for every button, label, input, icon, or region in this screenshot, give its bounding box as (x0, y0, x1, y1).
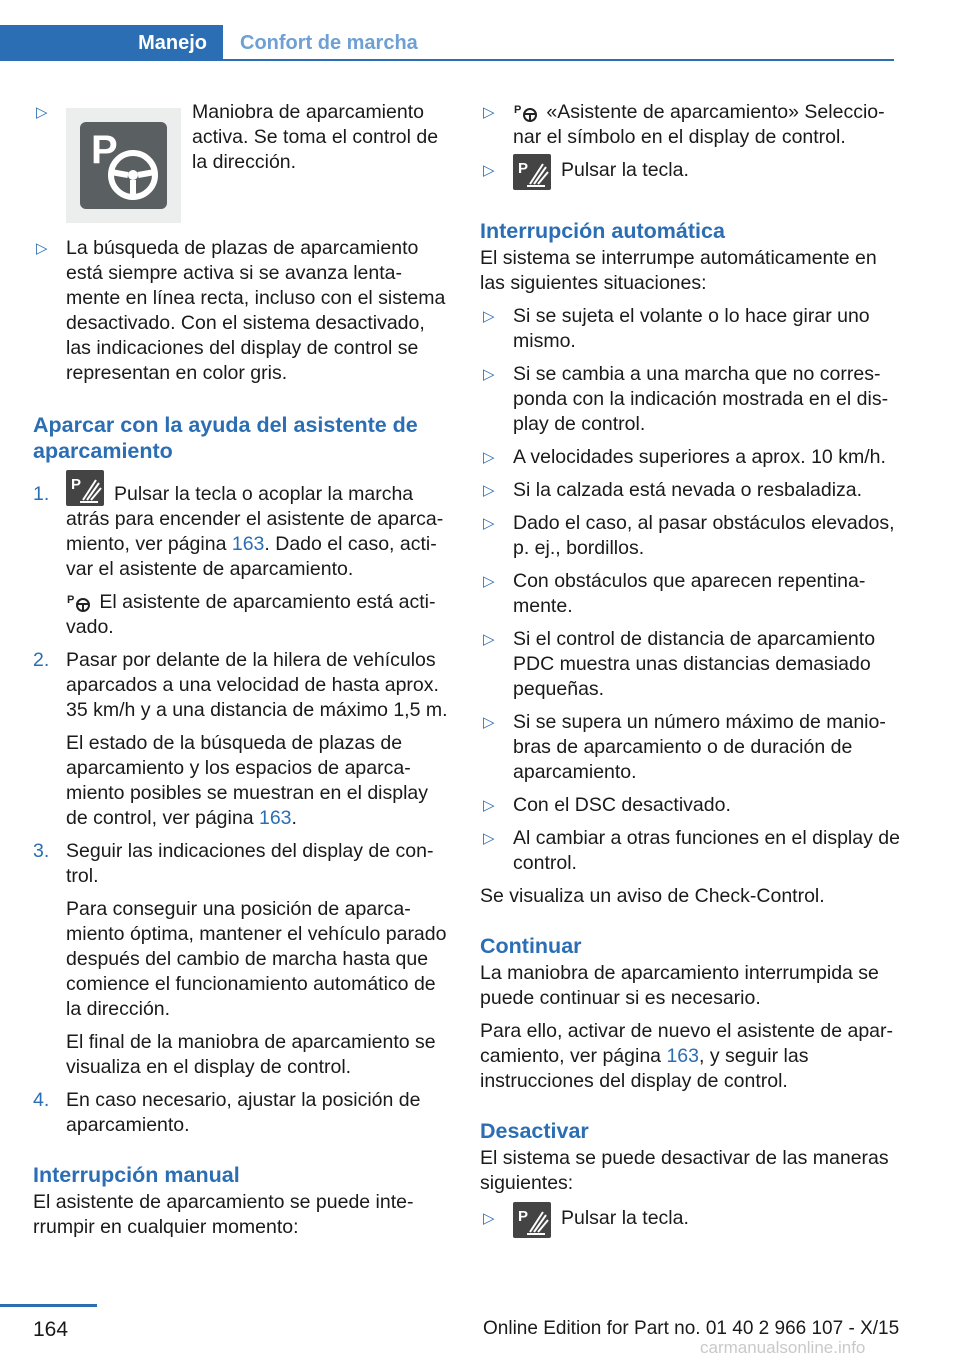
park-assist-key-icon (66, 470, 104, 506)
svg-text:P: P (67, 593, 75, 606)
page-link-163[interactable]: 163 (258, 807, 292, 829)
bullet-text: Con el DSC desactivado. (513, 794, 731, 816)
bullet-marker: ▷ (483, 830, 495, 847)
list-item (480, 627, 900, 702)
step-note: El asistente de aparcamiento está activado. (66, 591, 436, 638)
bullet-marker: ▷ (483, 1210, 495, 1227)
bullet-text: Con obstáculos que aparecen repentinamente. (513, 570, 866, 617)
step-text: El estado de la búsqueda de plazas de aparcamiento y los espacios de aparcamiento posibles se muestran en el display de control, ver página (66, 732, 429, 829)
bullet-marker: ▷ (483, 366, 495, 383)
paragraph: Se visualiza un aviso de Check-Control. (480, 885, 825, 907)
list-item (480, 304, 900, 354)
left-column (33, 100, 448, 1240)
bullet-text: Si la calzada está nevada o resbaladiza. (513, 479, 863, 501)
tab-confort-de-marcha[interactable]: Confort de marcha (240, 31, 418, 54)
paragraph: Para ello, activar de nuevo el asistente de aparcamiento, ver página (480, 1020, 894, 1067)
step-2 (33, 648, 448, 831)
list-item (480, 826, 900, 876)
step-text: El final de la maniobra de aparcamiento se visualiza en el display de control. (66, 1031, 436, 1078)
list-item (33, 100, 448, 224)
list-item (480, 445, 900, 470)
bullet-text: Si el control de distancia de aparcamiento PDC muestra unas distancias demasiado pequeñas. (513, 628, 876, 700)
step-text: Para conseguir una posición de aparcamiento óptima, mantener el vehículo parado después del cambio de marcha hasta que comience el funcionamiento automático de la dirección. (66, 898, 447, 1020)
bullet-marker: ▷ (483, 797, 495, 814)
step-text: En caso necesario, ajustar la posición de aparcamiento. (66, 1089, 421, 1136)
paragraph: , y seguir las instrucciones del display de control. (480, 1045, 809, 1092)
bullet-marker: ▷ (36, 104, 48, 121)
bullet-text: Pulsar la tecla. (561, 159, 689, 181)
bullet-marker: ▷ (483, 515, 495, 532)
svg-text:P: P (518, 1208, 529, 1225)
bullet-text: A velocidades superiores a aprox. 10 km/h. (513, 446, 886, 468)
paragraph: El asistente de aparcamiento se puede interrumpir en cualquier momento: (33, 1191, 414, 1238)
list-item (480, 158, 900, 198)
bullet-text: «Asistente de aparcamiento» Seleccionar el símbolo en el display de control. (513, 101, 885, 148)
bullet-text: Maniobra de aparcamiento activa. Se toma el control de la dirección. (192, 101, 439, 173)
bullet-marker: ▷ (483, 482, 495, 499)
svg-text:P: P (71, 475, 82, 493)
svg-text:P: P (91, 128, 118, 172)
bullet-text: Dado el caso, al pasar obstáculos elevados, p. ej., bordillos. (513, 512, 895, 559)
step-text: Seguir las indicaciones del display de control. (66, 840, 434, 887)
step-4 (33, 1088, 448, 1138)
svg-text:P: P (518, 160, 529, 177)
bullet-marker: ▷ (483, 162, 495, 179)
list-item (480, 511, 900, 561)
step-3 (33, 839, 448, 1080)
bullet-text: La búsqueda de plazas de aparcamiento está siempre activa si se avanza lentamente en línea recta, incluso con el sistema desactivado. Con el sistema desactivado, las indicaciones del display de control se representan en color gris. (66, 237, 446, 384)
bullet-marker: ▷ (36, 240, 48, 257)
section-heading-continuar: Continuar (480, 934, 582, 958)
section-heading-aparcar: Aparcar con la ayuda del asistente de aparcamiento (33, 413, 418, 463)
paragraph: El sistema se puede desactivar de las maneras siguientes: (480, 1147, 889, 1194)
bullet-marker: ▷ (483, 631, 495, 648)
list-item (480, 793, 900, 818)
page-number: 164 (33, 1318, 69, 1341)
park-assist-symbol-icon (513, 102, 541, 124)
paragraph: La maniobra de aparcamiento interrumpida se puede continuar si es necesario. (480, 962, 879, 1009)
page-link-163[interactable]: 163 (666, 1045, 699, 1067)
step-text: Pasar por delante de la hilera de vehículos aparcados a una velocidad de hasta aprox. 35 km/h y a una distancia de máximo 1,5 m. (66, 649, 448, 721)
tab-manejo[interactable]: Manejo (0, 25, 223, 61)
list-item (480, 478, 900, 503)
punctuation: . (291, 807, 297, 829)
paragraph: El sistema se interrumpe automáticamente en las siguientes situaciones: (480, 247, 877, 294)
edition-text: Online Edition for Part no. 01 40 2 966 107 - X/15 (483, 1318, 900, 1339)
step-text: . Dado el caso, activar el asistente de aparcamiento. (66, 533, 437, 580)
watermark: carmanualsonline.info (700, 1338, 866, 1357)
footer-divider (0, 1304, 97, 1307)
list-item (480, 362, 900, 437)
page-header (0, 25, 896, 62)
bullet-marker: ▷ (483, 308, 495, 325)
svg-text:P: P (514, 103, 522, 116)
list-item (480, 710, 900, 785)
bullet-marker: ▷ (483, 573, 495, 590)
header-divider (0, 59, 894, 61)
step-number: 1. (33, 483, 50, 505)
bullet-marker: ▷ (483, 104, 495, 121)
step-number: 3. (33, 840, 50, 862)
bullet-text: Si se cambia a una marcha que no corresponda con la indicación mostrada en el display de control. (513, 363, 889, 435)
step-text: Pulsar la tecla o acoplar la marcha atrás para encender el asistente de aparcamiento, ver página (66, 483, 444, 555)
list-item (480, 569, 900, 619)
park-assist-key-icon (513, 154, 551, 190)
bullet-marker: ▷ (483, 449, 495, 466)
bullet-marker: ▷ (483, 714, 495, 731)
section-heading-interrupcion-manual: Interrupción manual (33, 1163, 240, 1187)
bullet-text: Si se sujeta el volante o lo hace girar uno mismo. (513, 305, 870, 352)
park-assist-key-icon (513, 1202, 551, 1238)
right-column (480, 100, 900, 1238)
section-heading-interrupcion-automatica: Interrupción automática (480, 219, 725, 243)
bullet-text: Si se supera un número máximo de maniobras de aparcamiento o de duración de aparcamiento. (513, 711, 886, 783)
section-heading-desactivar: Desactivar (480, 1119, 589, 1143)
park-assist-steering-icon (66, 108, 181, 223)
step-number: 2. (33, 649, 50, 671)
list-item (33, 236, 448, 386)
step-1 (33, 475, 448, 640)
bullet-text: Al cambiar a otras funciones en el display de control. (513, 827, 900, 874)
list-item (480, 1206, 900, 1238)
step-number: 4. (33, 1089, 50, 1111)
page-link-163[interactable]: 163 (231, 533, 265, 555)
park-assist-symbol-icon (66, 592, 94, 614)
bullet-text: Pulsar la tecla. (561, 1207, 689, 1229)
list-item (480, 100, 900, 150)
